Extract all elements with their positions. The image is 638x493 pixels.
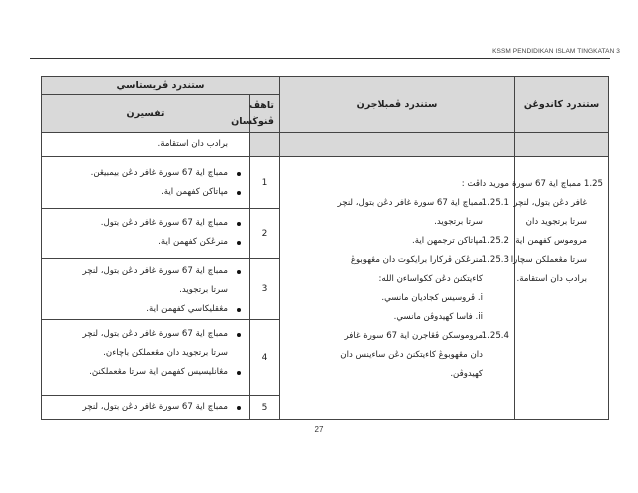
sp-item-number: 1.25.1: [481, 198, 510, 208]
tafsiran-bullet: ممباچ اية 67 سورة غافر دڠن بتول، لنچر: [47, 262, 244, 281]
tahap-number: 2: [250, 209, 280, 259]
header-divider: [30, 58, 610, 59]
sp-item: [285, 251, 509, 289]
sp-item-number: 1.25.2: [481, 236, 510, 246]
page-header-title: KSSM PENDIDIKAN ISLAM TINGKATAN 3: [492, 48, 620, 55]
page-number: 27: [314, 425, 324, 434]
carryover-pembelajaran-cell: [280, 133, 515, 157]
tafsiran-cell: [42, 396, 250, 420]
tafsiran-bullet-continuation: سرتا برتجويد.: [179, 285, 229, 295]
tafsiran-cell: [42, 209, 250, 259]
header-tahap: [231, 95, 280, 133]
tafsiran-bullet: ممباچ اية 67 سورة غافر دڠن بتول.: [47, 214, 244, 233]
sp-item: [285, 194, 509, 232]
tafsiran-bullet: ممباچ اية 67 سورة غافر دڠن بيمبيڠن.: [47, 164, 244, 183]
carryover-tafsiran-cell: [42, 133, 250, 157]
sk-line: سرتا مڠعملکن سچارا: [510, 255, 588, 265]
tafsiran-bullet: منرڠکن کفهمن اية.: [47, 233, 244, 252]
standard-pembelajaran-cell: [280, 157, 515, 420]
sp-item-text: سرتا برتجويد.: [434, 217, 484, 227]
tafsiran-cell: [42, 259, 250, 320]
header-tafsiran: تفسيرن: [42, 95, 250, 133]
standard-kandungan-cell: [510, 157, 609, 420]
tafsiran-bullet-continuation: سرتا برتجويد دان مڠعملکن باچاءن.: [103, 348, 229, 358]
sp-item-text: کهيدوڤن.: [450, 369, 484, 379]
sp-item-text: کاءيتکنڽ دڠن ککواساءن الله:: [378, 274, 484, 284]
sp-item: [285, 327, 509, 384]
sp-item-text: مروموسکن ڤڠاجرن اية 67 سورة غافر: [344, 331, 484, 341]
sk-line: برادب دان استقامة.: [516, 274, 588, 284]
tahap-number: 5: [250, 396, 280, 420]
tafsiran-bullet: مپاتاکن کفهمن اية.: [47, 183, 244, 202]
tafsiran-bullet: ممباچ اية 67 سورة غافر دڠن بتول، لنچر: [47, 398, 244, 417]
tahap-number: 1: [250, 157, 280, 209]
sp-subitem: [285, 308, 509, 327]
sk-line: 1.25 ممباچ اية 67 سورة: [511, 179, 604, 189]
header-standard-pembelajaran: ستندرد ڤمبلاجرن: [280, 77, 515, 133]
sp-item-number: 1.25.3: [481, 255, 510, 265]
sp-item-number: 1.25.4: [481, 331, 510, 341]
carryover-tahap-cell: [250, 133, 280, 157]
tafsiran-cell: [42, 157, 250, 209]
sp-item-text: ممباچ اية 67 سورة غافر دڠن بتول، لنچر: [337, 198, 484, 208]
standards-table: [41, 76, 609, 420]
tafsiran-bullet: ممباچ اية 67 سورة غافر دڠن بتول، لنچر: [47, 325, 244, 344]
header-tahap-line1: تاهڤ: [248, 99, 275, 111]
header-standard-kandungan: ستندرد کاندوڠن: [515, 77, 609, 133]
sp-subitem-label: i.: [477, 293, 484, 303]
sp-item-text: منرڠکن ڤرکارا برايکوت دان مڠهوبوڠ: [350, 255, 484, 265]
sk-line: سرتا برتجويد دان: [525, 217, 588, 227]
sp-subitem: [285, 289, 509, 308]
header-tahap-line2: ڤنوڬسان: [231, 115, 275, 127]
sk-line: غافر دڠن بتول، لنچر: [513, 198, 588, 208]
sp-subitem-text: فاسا کهيدوڤن مانسي.: [393, 312, 473, 322]
sp-item: [285, 232, 509, 251]
carryover-text: برادب دان استقامة.: [157, 139, 229, 149]
tahap-number: 3: [250, 259, 280, 320]
sp-subitem-text: ڤروسيس کجاديان مانسي.: [381, 293, 476, 303]
sp-intro: موريد داڤت :: [461, 179, 510, 189]
sk-line: مروموس کفهمن اية: [515, 236, 588, 246]
header-standard-prestasi: ستندرد ڤريستاسي: [42, 77, 280, 95]
sp-item-text: مپاتاکن ترجمهن اية.: [412, 236, 484, 246]
sp-subitem-label: ii.: [475, 312, 484, 322]
tafsiran-bullet: مڠانليسيس کفهمن اية سرتا مڠعملکنڽ.: [47, 363, 244, 382]
tahap-number: 4: [250, 320, 280, 396]
tafsiran-cell: [42, 320, 250, 396]
sp-item-text: دان مڠهوبوڠ کاءيتکنڽ دڠن ساءينس دان: [340, 350, 484, 360]
carryover-kandungan-cell: [515, 133, 609, 157]
tafsiran-bullet: مڠقليکاسي کفهمن اية.: [47, 300, 244, 319]
